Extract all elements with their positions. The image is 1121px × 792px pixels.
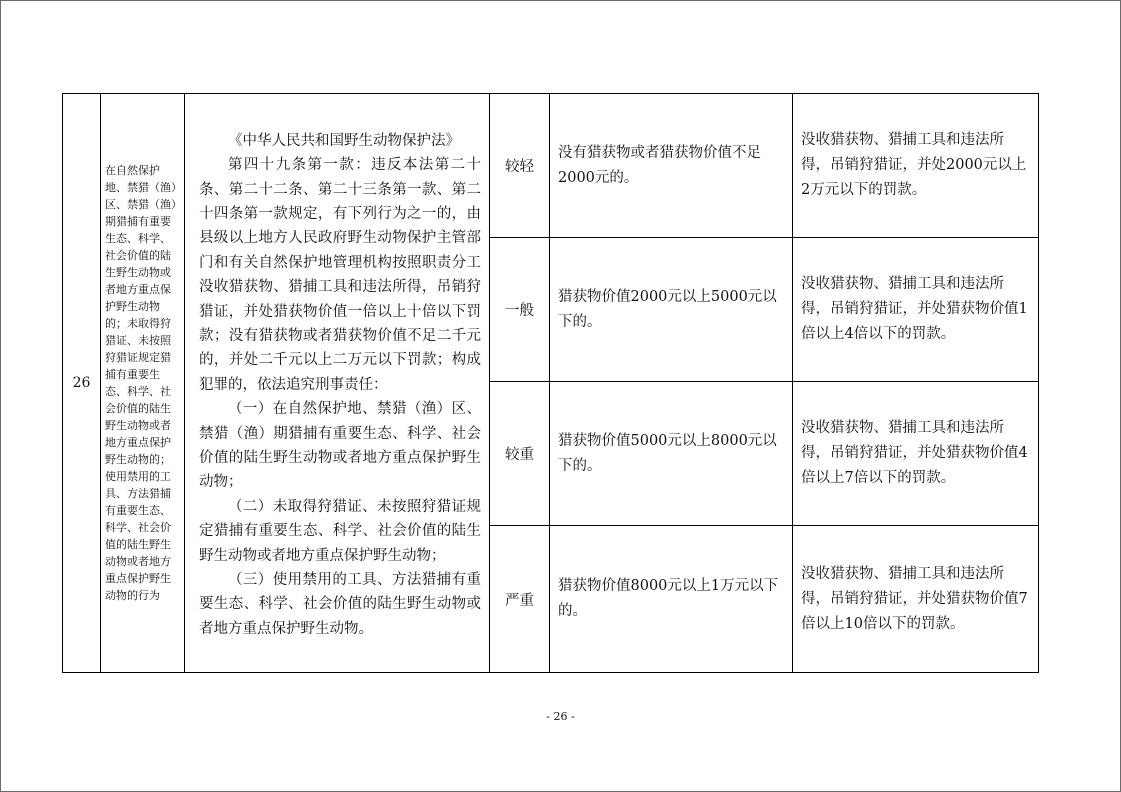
grade-circumstance: 猎获物价值5000元以上8000元以下的。 <box>550 382 793 526</box>
grade-penalty: 没收猎获物、猎捕工具和违法所得，吊销狩猎证，并处2000元以上2万元以下的罚款。 <box>793 94 1039 238</box>
row-number: 26 <box>63 94 101 673</box>
grade-circumstance: 猎获物价值8000元以上1万元以下的。 <box>550 526 793 673</box>
grade-circumstance: 猎获物价值2000元以上5000元以下的。 <box>550 238 793 382</box>
table-row <box>63 94 1039 238</box>
grade-penalty: 没收猎获物、猎捕工具和违法所得，吊销狩猎证，并处猎获物价值7倍以上10倍以下的罚款。 <box>793 526 1039 673</box>
grade-level: 较轻 <box>490 94 550 238</box>
law-title: 《中华人民共和国野生动物保护法》 <box>228 132 460 149</box>
page-number: - 26 - <box>546 710 575 723</box>
violation-behavior: 在自然保护地、禁猎（渔）区、禁猎（渔）期猎捕有重要生态、科学、社会价值的陆生野生动物或者地方重点保护野生动物的；未取得狩猎证、未按照狩猎证规定猎捕有重要生态、科学、社会价值的陆生野生动物或者地方重点保护野生动物的；使用禁用的工具、方法猎捕有重要生态、科学、社会价值的陆生野生动物或者地方重点保护野生动物的行为 <box>101 94 185 673</box>
penalty-table <box>62 93 1039 673</box>
grade-penalty: 没收猎获物、猎捕工具和违法所得，吊销狩猎证，并处猎获物价值4倍以上7倍以下的罚款。 <box>793 382 1039 526</box>
legal-basis <box>185 94 490 673</box>
law-item-2: （二）未取得狩猎证、未按照狩猎证规定猎捕有重要生态、科学、社会价值的陆生野生动物或者地方重点保护野生动物； <box>199 498 481 564</box>
grade-level: 较重 <box>490 382 550 526</box>
grade-level: 一般 <box>490 238 550 382</box>
grade-level: 严重 <box>490 526 550 673</box>
grade-penalty: 没收猎获物、猎捕工具和违法所得，吊销狩猎证，并处猎获物价值1倍以上4倍以下的罚款。 <box>793 238 1039 382</box>
law-item-1: （一）在自然保护地、禁猎（渔）区、禁猎（渔）期猎捕有重要生态、科学、社会价值的陆生野生动物或者地方重点保护野生动物； <box>199 401 481 491</box>
grade-circumstance: 没有猎获物或者猎获物价值不足2000元的。 <box>550 94 793 238</box>
law-item-3: （三）使用禁用的工具、方法猎捕有重要生态、科学、社会价值的陆生野生动物或者地方重点保护野生动物。 <box>199 572 481 637</box>
law-article: 第四十九条第一款：违反本法第二十条、第二十二条、第二十三条第一款、第二十四条第一款规定，有下列行为之一的，由县级以上地方人民政府野生动物保护主管部门和有关自然保护地管理机构按照职责分工没收猎获物、猎捕工具和违法所得，吊销狩猎证，并处猎获物价值一倍以上十倍以下罚款；没有猎获物或者猎获物价值不足二千元的，并处二千元以上二万元以下罚款；构成犯罪的，依法追究刑事责任： <box>199 157 481 393</box>
